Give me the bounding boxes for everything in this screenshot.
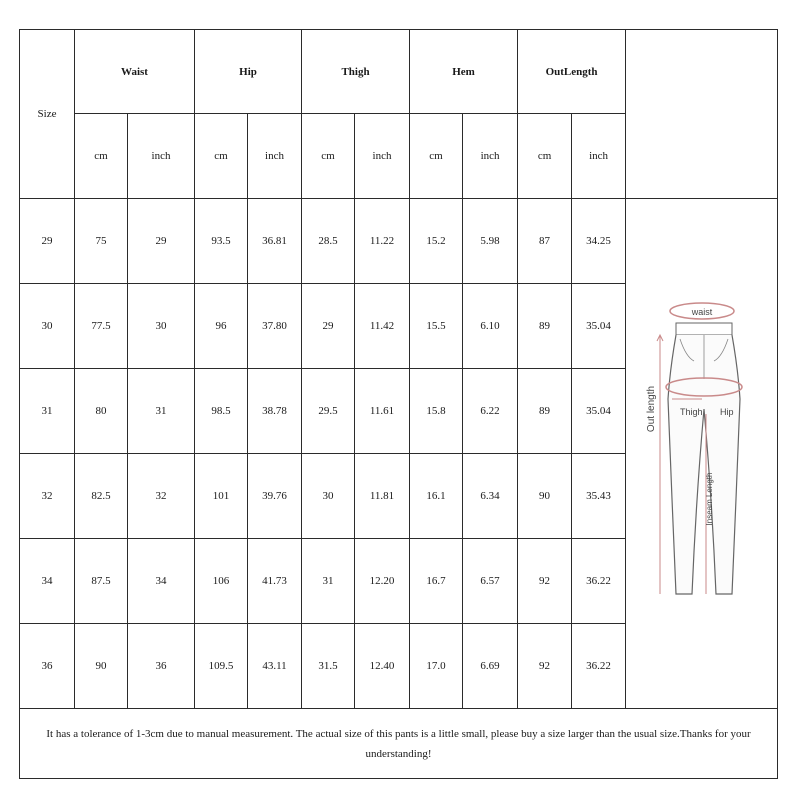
hip-inch-cell: 43.11 bbox=[248, 624, 302, 709]
waist-cm-cell: 80 bbox=[75, 369, 128, 454]
outlength-inch-unit: inch bbox=[572, 114, 626, 199]
waist-cm-cell: 90 bbox=[75, 624, 128, 709]
outlength-header: OutLength bbox=[518, 30, 626, 114]
outlength-inch-cell: 36.22 bbox=[572, 624, 626, 709]
pants-diagram-cell bbox=[626, 199, 778, 709]
thigh-inch-cell: 12.20 bbox=[355, 539, 410, 624]
waist-inch-cell: 31 bbox=[128, 369, 195, 454]
out-length-label: Out length bbox=[645, 385, 657, 432]
inseam-label: Inseam Length bbox=[704, 472, 714, 525]
hip-label: Hip bbox=[719, 406, 734, 417]
outlength-cm-unit: cm bbox=[518, 114, 572, 199]
thigh-inch-cell: 12.40 bbox=[355, 624, 410, 709]
hem-inch-cell: 6.69 bbox=[463, 624, 518, 709]
size-cell: 32 bbox=[20, 454, 75, 539]
hip-cm-unit: cm bbox=[195, 114, 248, 199]
hem-cm-cell: 16.1 bbox=[410, 454, 463, 539]
hem-cm-cell: 17.0 bbox=[410, 624, 463, 709]
hip-inch-cell: 38.78 bbox=[248, 369, 302, 454]
thigh-header: Thigh bbox=[302, 30, 410, 114]
hem-inch-cell: 6.10 bbox=[463, 284, 518, 369]
hem-cm-cell: 15.8 bbox=[410, 369, 463, 454]
hip-inch-cell: 39.76 bbox=[248, 454, 302, 539]
hem-inch-cell: 5.98 bbox=[463, 199, 518, 284]
blank-corner-cell bbox=[626, 30, 778, 199]
thigh-cm-unit: cm bbox=[302, 114, 355, 199]
size-cell: 29 bbox=[20, 199, 75, 284]
hip-inch-cell: 37.80 bbox=[248, 284, 302, 369]
outlength-cm-cell: 89 bbox=[518, 369, 572, 454]
outlength-cm-cell: 92 bbox=[518, 624, 572, 709]
size-cell: 34 bbox=[20, 539, 75, 624]
waist-inch-cell: 30 bbox=[128, 284, 195, 369]
thigh-inch-cell: 11.42 bbox=[355, 284, 410, 369]
hip-inch-unit: inch bbox=[248, 114, 302, 199]
hip-cm-cell: 96 bbox=[195, 284, 248, 369]
outlength-inch-cell: 35.04 bbox=[572, 284, 626, 369]
hem-cm-unit: cm bbox=[410, 114, 463, 199]
size-cell: 36 bbox=[20, 624, 75, 709]
outlength-cm-cell: 89 bbox=[518, 284, 572, 369]
size-cell: 30 bbox=[20, 284, 75, 369]
thigh-cm-cell: 29 bbox=[302, 284, 355, 369]
hem-cm-cell: 15.5 bbox=[410, 284, 463, 369]
waist-cm-unit: cm bbox=[75, 114, 128, 199]
hip-cm-cell: 101 bbox=[195, 454, 248, 539]
waist-cm-cell: 75 bbox=[75, 199, 128, 284]
outlength-cm-cell: 90 bbox=[518, 454, 572, 539]
hem-cm-cell: 16.7 bbox=[410, 539, 463, 624]
thigh-inch-cell: 11.61 bbox=[355, 369, 410, 454]
outlength-inch-cell: 35.43 bbox=[572, 454, 626, 539]
outlength-inch-cell: 35.04 bbox=[572, 369, 626, 454]
hem-inch-cell: 6.22 bbox=[463, 369, 518, 454]
hip-cm-cell: 109.5 bbox=[195, 624, 248, 709]
hip-cm-cell: 106 bbox=[195, 539, 248, 624]
size-table bbox=[19, 29, 778, 779]
hem-cm-cell: 15.2 bbox=[410, 199, 463, 284]
hip-inch-cell: 41.73 bbox=[248, 539, 302, 624]
thigh-cm-cell: 29.5 bbox=[302, 369, 355, 454]
waistband-shape bbox=[676, 323, 732, 335]
waist-inch-cell: 32 bbox=[128, 454, 195, 539]
waist-inch-cell: 34 bbox=[128, 539, 195, 624]
tolerance-note: It has a tolerance of 1-3cm due to manual measurement. The actual size of this pants is a little small, please buy a size larger than the usual size.Thanks for your understanding! bbox=[20, 709, 778, 779]
hem-inch-unit: inch bbox=[463, 114, 518, 199]
waist-label: waist bbox=[691, 306, 712, 317]
hem-inch-cell: 6.34 bbox=[463, 454, 518, 539]
thigh-cm-cell: 30 bbox=[302, 454, 355, 539]
waist-cm-cell: 77.5 bbox=[75, 284, 128, 369]
size-header: Size bbox=[20, 30, 75, 199]
waist-inch-cell: 29 bbox=[128, 199, 195, 284]
thigh-label: Thigh bbox=[679, 406, 703, 417]
waist-inch-cell: 36 bbox=[128, 624, 195, 709]
outlength-inch-cell: 36.22 bbox=[572, 539, 626, 624]
thigh-cm-cell: 28.5 bbox=[302, 199, 355, 284]
thigh-inch-unit: inch bbox=[355, 114, 410, 199]
thigh-cm-cell: 31.5 bbox=[302, 624, 355, 709]
waist-cm-cell: 82.5 bbox=[75, 454, 128, 539]
thigh-inch-cell: 11.81 bbox=[355, 454, 410, 539]
thigh-cm-cell: 31 bbox=[302, 539, 355, 624]
size-chart bbox=[19, 29, 777, 779]
thigh-inch-cell: 11.22 bbox=[355, 199, 410, 284]
hip-cm-cell: 93.5 bbox=[195, 199, 248, 284]
hip-inch-cell: 36.81 bbox=[248, 199, 302, 284]
pants-measurement-diagram bbox=[632, 299, 772, 609]
outlength-inch-cell: 34.25 bbox=[572, 199, 626, 284]
outlength-cm-cell: 87 bbox=[518, 199, 572, 284]
outlength-cm-cell: 92 bbox=[518, 539, 572, 624]
hip-cm-cell: 98.5 bbox=[195, 369, 248, 454]
table-row bbox=[20, 199, 778, 284]
waist-cm-cell: 87.5 bbox=[75, 539, 128, 624]
waist-header: Waist bbox=[75, 30, 195, 114]
hip-header: Hip bbox=[195, 30, 302, 114]
waist-inch-unit: inch bbox=[128, 114, 195, 199]
hem-header: Hem bbox=[410, 30, 518, 114]
hem-inch-cell: 6.57 bbox=[463, 539, 518, 624]
size-cell: 31 bbox=[20, 369, 75, 454]
